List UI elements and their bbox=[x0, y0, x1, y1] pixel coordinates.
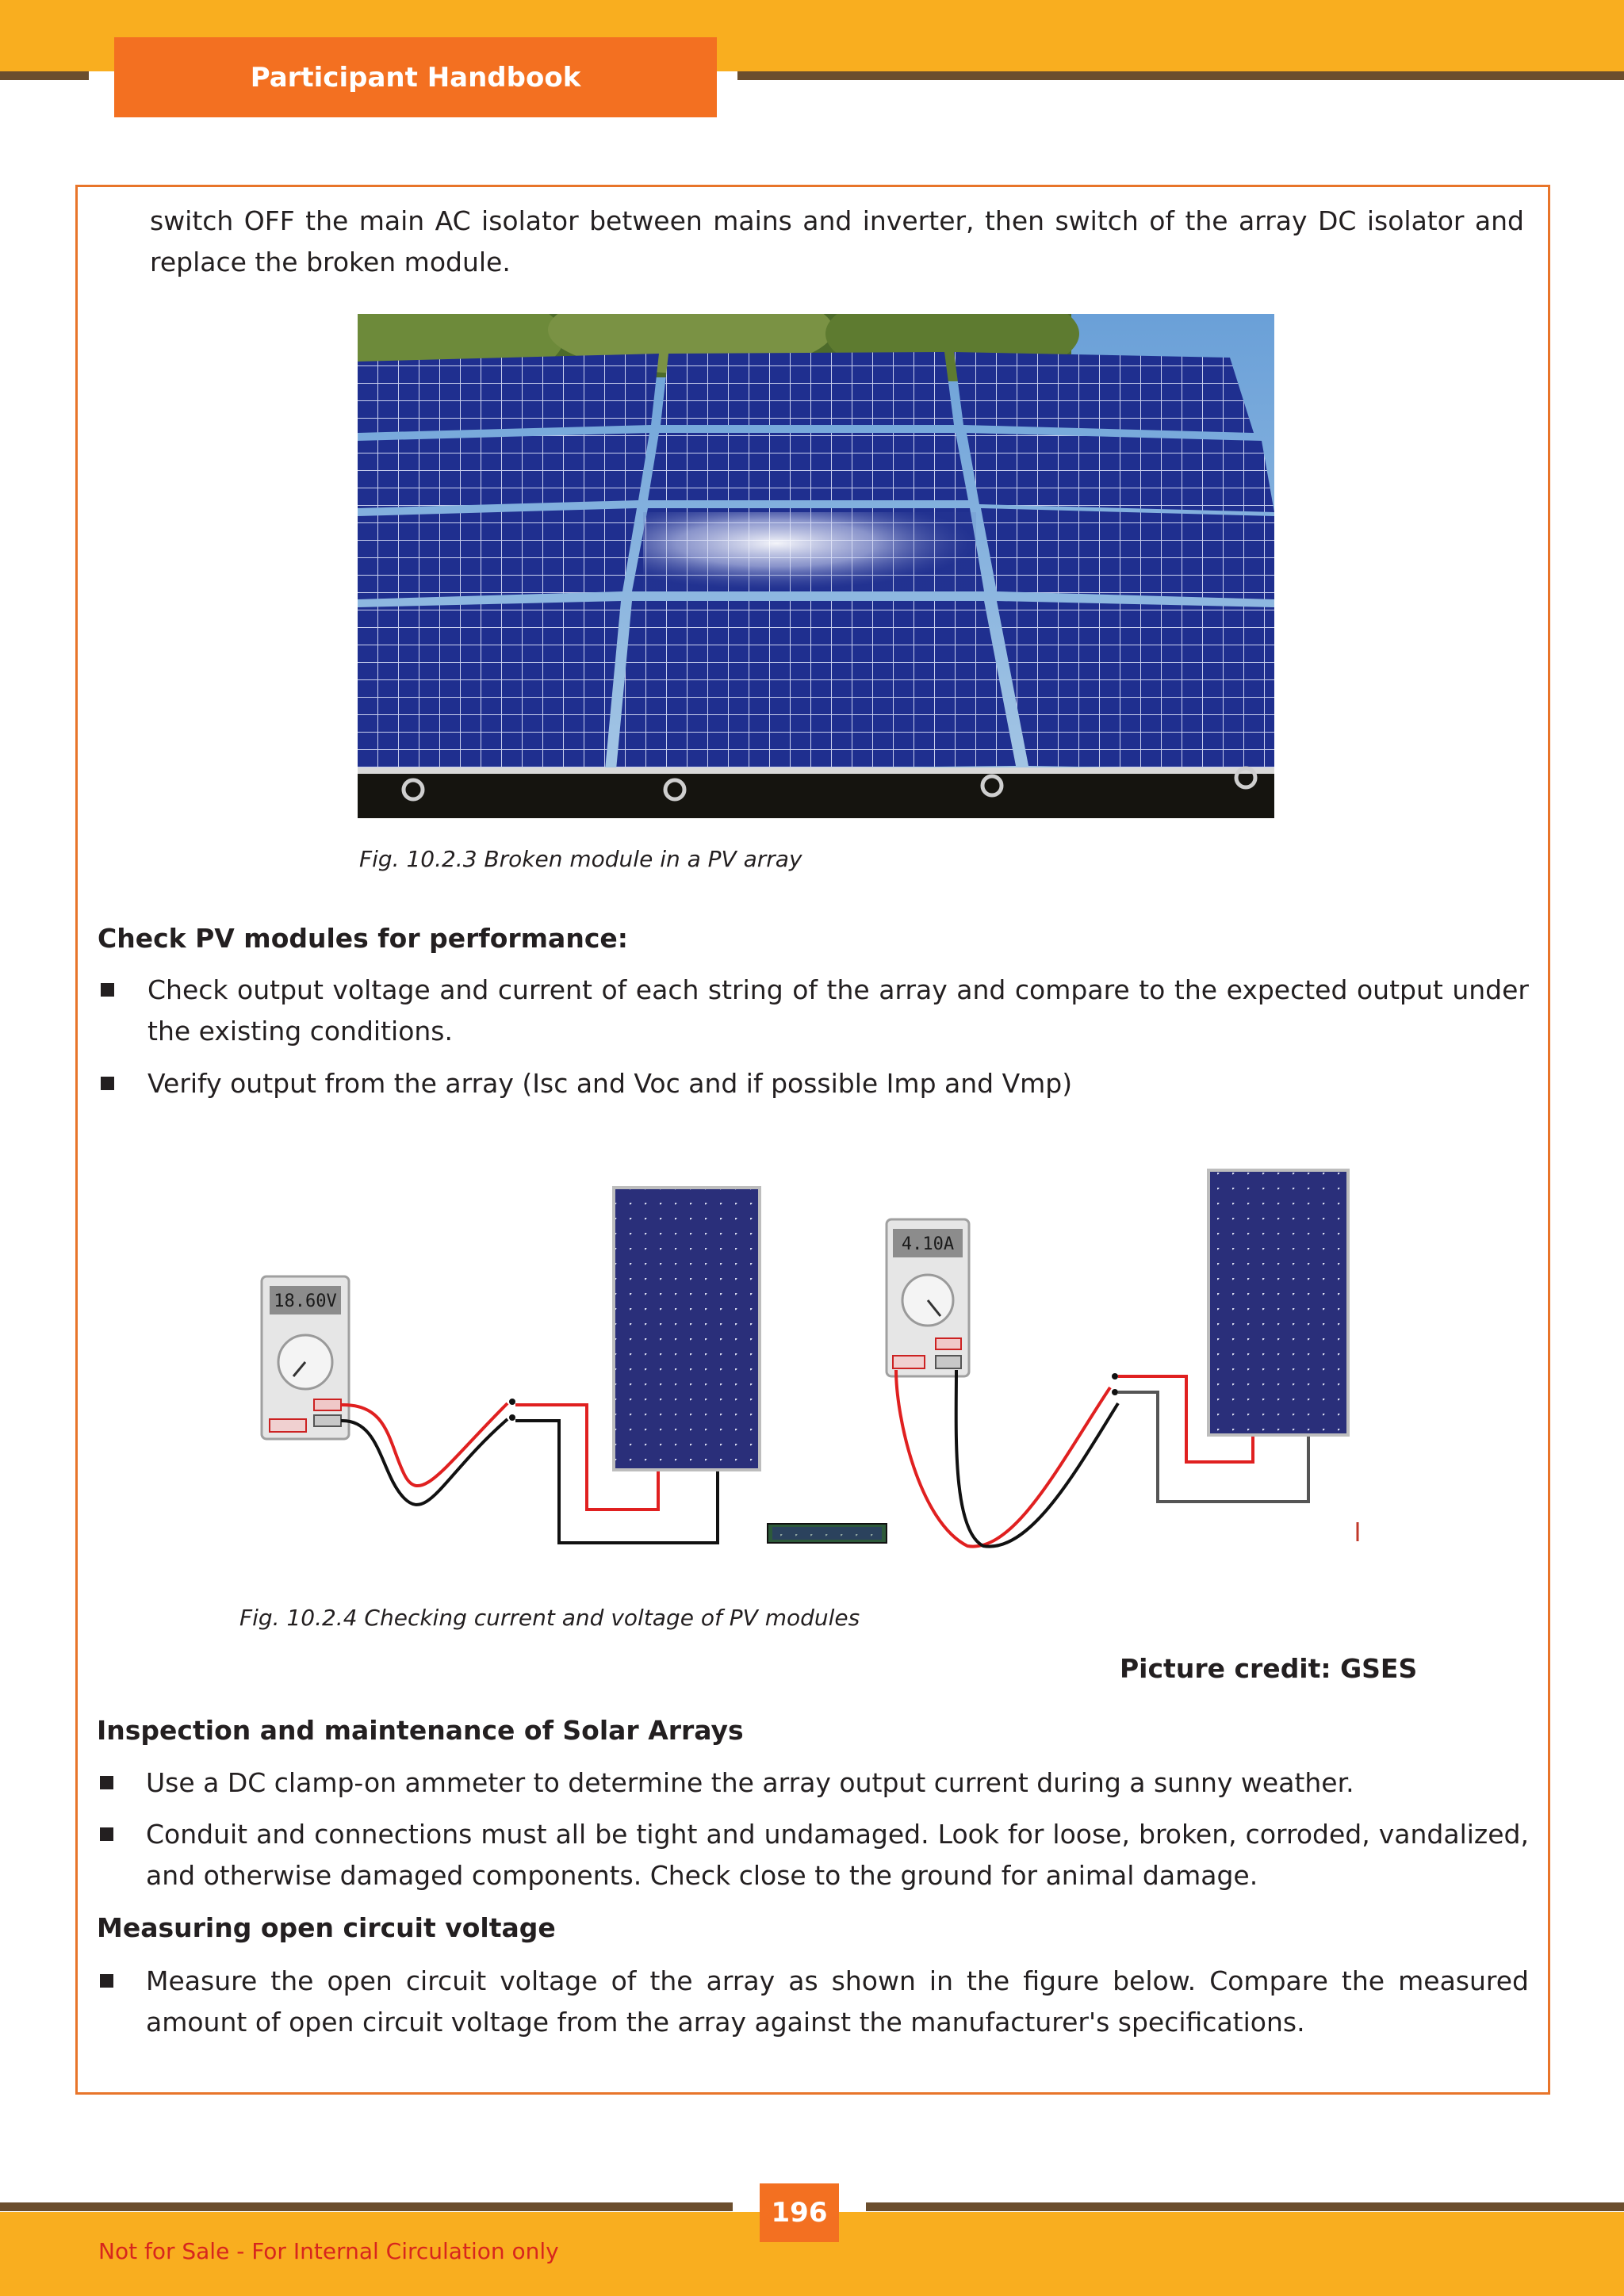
section2-heading: Inspection and maintenance of Solar Arrays bbox=[97, 1715, 744, 1746]
bullet-marker bbox=[101, 983, 114, 997]
footer-note: Not for Sale - For Internal Circulation only bbox=[98, 2238, 559, 2264]
bullet-marker bbox=[100, 1827, 113, 1841]
page-number: 196 bbox=[760, 2183, 839, 2242]
header-rule-right bbox=[737, 71, 1624, 80]
bullet-marker bbox=[100, 1974, 113, 1988]
header-title: Participant Handbook bbox=[114, 37, 717, 117]
section2-bullet-2: Conduit and connections must all be tight and undamaged. Look for loose, broken, corroded, vandalized, and otherwise damaged components. Check close to the ground for animal damage. bbox=[146, 1819, 1529, 1891]
meter1-display: 18.60V bbox=[274, 1292, 337, 1311]
header-rule-left bbox=[0, 71, 89, 80]
figure1-caption: Fig. 10.2.3 Broken module in a PV array bbox=[359, 846, 802, 872]
footer-rule-right bbox=[866, 2202, 1624, 2211]
bullet-marker bbox=[101, 1077, 114, 1090]
section1-bullet-2: Verify output from the array (Isc and Voc and if possible Imp and Vmp) bbox=[147, 1068, 1073, 1099]
broken-module-photo bbox=[358, 314, 1274, 818]
section2-bullet-1: Use a DC clamp-on ammeter to determine the array output current during a sunny weather. bbox=[146, 1767, 1354, 1798]
picture-credit: Picture credit: GSES bbox=[1120, 1653, 1418, 1684]
section1-bullet-1: Check output voltage and current of each string of the array and compare to the expected output under the existing conditions. bbox=[147, 974, 1529, 1047]
bullet-marker bbox=[100, 1776, 113, 1789]
section3-bullet-1: Measure the open circuit voltage of the array as shown in the figure below. Compare the measured amount of open circuit voltage from the array against the manufacturer's specifications. bbox=[146, 1965, 1529, 2038]
figure2-caption: Fig. 10.2.4 Checking current and voltage of PV modules bbox=[239, 1605, 860, 1631]
section3-heading: Measuring open circuit voltage bbox=[97, 1912, 556, 1943]
section1-heading: Check PV modules for performance: bbox=[98, 923, 628, 954]
intro-paragraph: switch OFF the main AC isolator between mains and inverter, then switch of the array DC isolator and replace the broken module. bbox=[150, 205, 1524, 277]
multimeter-diagram bbox=[238, 1158, 1380, 1570]
meter2-display: 4.10A bbox=[901, 1234, 955, 1254]
footer-rule-left bbox=[0, 2202, 733, 2211]
